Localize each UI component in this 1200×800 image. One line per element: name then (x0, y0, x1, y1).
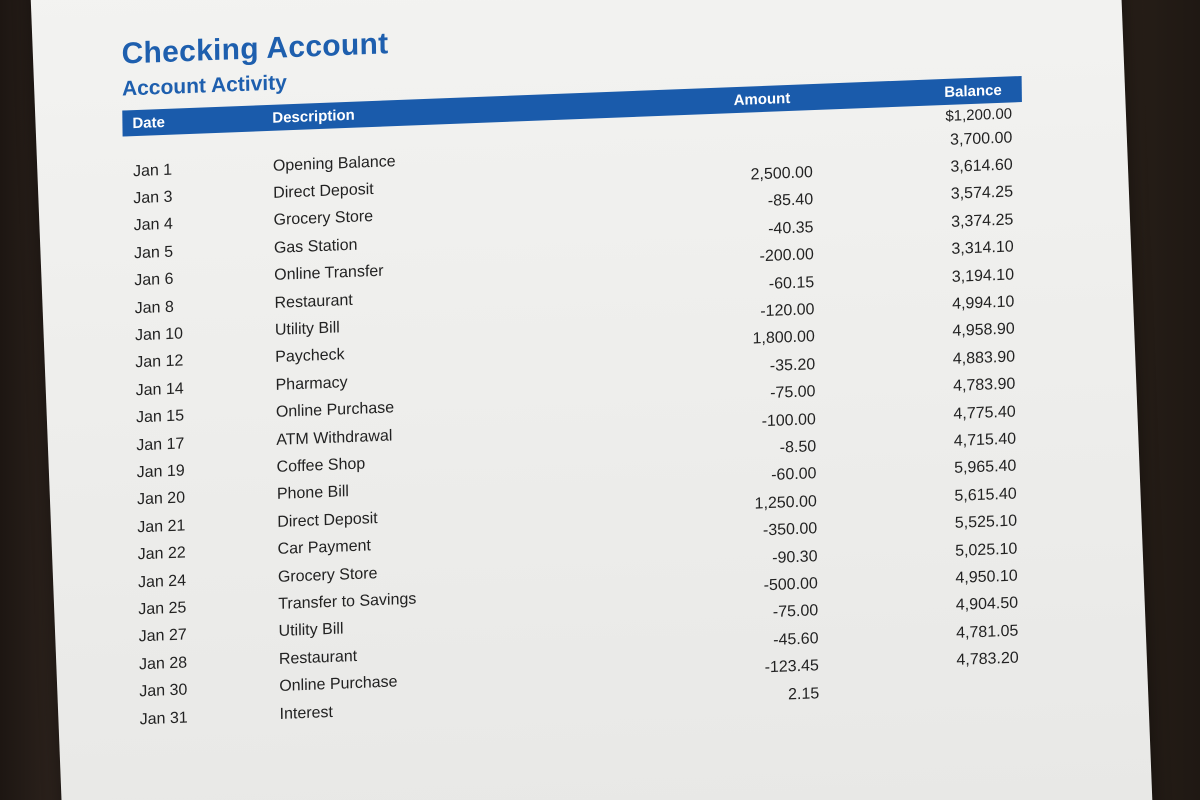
row-date: Jan 28 (138, 654, 188, 674)
row-description: Grocery Store (273, 208, 374, 230)
row-amount: -123.45 (764, 657, 819, 677)
row-amount: 2.15 (787, 684, 820, 703)
row-date: Jan 14 (135, 380, 184, 400)
row-date: Jan 12 (135, 352, 184, 372)
row-amount: 1,800.00 (752, 328, 815, 348)
row-amount: -75.00 (772, 602, 819, 622)
row-balance: 4,783.20 (956, 649, 1019, 670)
row-amount: -200.00 (759, 246, 814, 266)
row-description: Coffee Shop (276, 455, 366, 476)
row-description: Restaurant (278, 647, 358, 668)
header-balance: Balance (944, 81, 1002, 101)
row-date: Jan 24 (137, 571, 187, 591)
row-description: Direct Deposit (277, 509, 378, 531)
row-date: Jan 1 (132, 161, 173, 180)
row-balance: 4,904.50 (955, 594, 1019, 615)
row-description: Car Payment (277, 537, 372, 559)
row-balance: 4,958.90 (952, 320, 1015, 341)
statement-sheet (30, 0, 1153, 800)
row-date: Jan 10 (134, 325, 184, 345)
row-balance: 3,374.25 (951, 211, 1014, 231)
row-description: Transfer to Savings (278, 590, 417, 613)
header-description: Description (272, 106, 355, 127)
row-description: Direct Deposit (273, 181, 374, 202)
row-balance: 3,314.10 (951, 238, 1014, 259)
row-balance (859, 686, 1029, 693)
row-description: Phone Bill (276, 483, 350, 504)
row-date: Jan 21 (137, 517, 186, 537)
row-date: Jan 15 (135, 407, 185, 427)
row-balance: 4,781.05 (956, 622, 1019, 642)
activity-table (122, 76, 1029, 734)
row-balance: 3,574.25 (950, 183, 1014, 204)
row-date: Jan 8 (134, 298, 174, 317)
header-amount: Amount (733, 89, 791, 109)
row-date: Jan 19 (136, 462, 185, 482)
table-body (123, 124, 1029, 734)
row-date: Jan 5 (133, 243, 174, 263)
row-amount: -75.00 (770, 383, 816, 403)
row-balance: 5,525.10 (954, 512, 1018, 533)
row-description: Opening Balance (272, 152, 396, 175)
row-amount: -350.00 (762, 520, 818, 540)
row-amount: -120.00 (760, 301, 815, 321)
row-date: Jan 17 (136, 435, 185, 454)
row-date: Jan 20 (136, 489, 186, 509)
document-subtitle: Account Activity (121, 71, 287, 101)
row-description: Gas Station (273, 236, 358, 257)
row-description: Utility Bill (278, 620, 344, 641)
row-balance: 5,615.40 (954, 485, 1017, 505)
row-balance: 4,783.90 (953, 375, 1016, 396)
row-description: ATM Withdrawal (276, 427, 393, 449)
row-balance: 3,194.10 (951, 266, 1015, 286)
row-description: Online Purchase (279, 673, 398, 696)
document-title: Checking Account (121, 27, 389, 71)
row-amount (673, 144, 853, 151)
row-balance: 5,965.40 (954, 457, 1017, 478)
row-balance: 4,994.10 (952, 293, 1015, 313)
row-balance: 3,700.00 (950, 129, 1013, 149)
statement-content (121, 2, 1039, 734)
row-amount: -60.15 (768, 273, 815, 293)
row-date: Jan 27 (138, 626, 187, 646)
row-balance: 4,775.40 (953, 403, 1016, 423)
row-description: Grocery Store (277, 564, 378, 586)
row-date: Jan 31 (139, 708, 188, 728)
row-date: Jan 22 (137, 544, 186, 564)
row-amount: -40.35 (768, 218, 814, 238)
row-date: Jan 4 (133, 216, 173, 235)
row-amount: -8.50 (779, 438, 817, 457)
row-amount: -45.60 (773, 629, 819, 649)
row-amount: -85.40 (767, 191, 814, 211)
row-balance: 4,950.10 (955, 567, 1018, 587)
row-amount: -90.30 (772, 547, 818, 567)
row-amount: -60.00 (771, 465, 817, 485)
row-date: Jan 6 (134, 270, 174, 290)
row-balance: 3,614.60 (950, 156, 1013, 176)
row-amount: -500.00 (763, 575, 818, 595)
row-date: Jan 3 (133, 188, 173, 208)
row-balance: 5,025.10 (955, 540, 1018, 560)
row-amount: 1,250.00 (754, 492, 817, 513)
row-description: Utility Bill (274, 319, 340, 339)
row-amount: -35.20 (769, 355, 816, 375)
row-amount: -100.00 (761, 410, 816, 430)
row-description: Paycheck (275, 346, 345, 367)
row-description: Online Purchase (275, 399, 395, 422)
row-date: Jan 25 (138, 599, 187, 619)
header-date: Date (132, 113, 166, 132)
row-description: Restaurant (274, 291, 353, 312)
row-amount: 2,500.00 (750, 164, 813, 184)
row-description: Interest (279, 703, 334, 723)
opening-balance-value: $1,200.00 (945, 104, 1013, 125)
row-description: Online Transfer (274, 262, 384, 285)
row-date: Jan 30 (139, 681, 188, 701)
row-balance: 4,715.40 (953, 430, 1017, 450)
row-balance: 4,883.90 (952, 348, 1016, 368)
row-description: Pharmacy (275, 373, 348, 394)
